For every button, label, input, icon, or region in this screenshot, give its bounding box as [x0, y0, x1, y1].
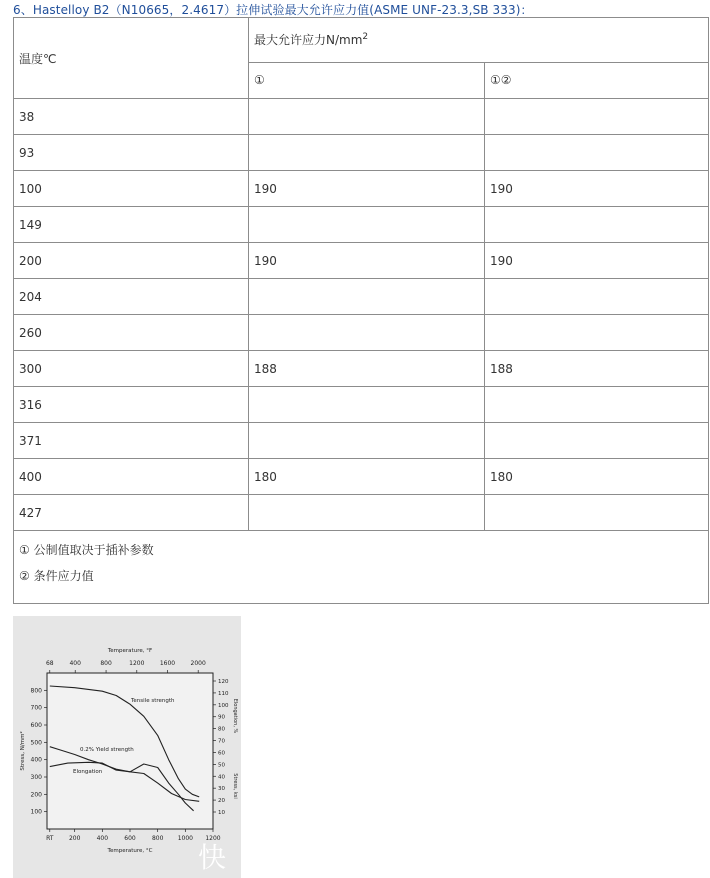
table-header-row: [14, 18, 709, 63]
stress-cell-note12: [485, 387, 709, 423]
stress-cell-note1: 180: [249, 459, 485, 495]
table-row: [14, 495, 709, 531]
stress-cell-note12: [485, 315, 709, 351]
right-tick-label: 30: [218, 786, 225, 793]
max-stress-header: 最大允许应力$N/mm^2$: [249, 18, 709, 63]
table-row: [14, 459, 709, 495]
temperature-cell: 149: [14, 207, 249, 243]
stress-cell-note1: 188: [249, 351, 485, 387]
stress-cell-note12: [485, 279, 709, 315]
y-tick-label: 100: [30, 808, 42, 816]
x-tick-label: RT: [46, 835, 54, 842]
right-axis-label-top: Elongation, %: [232, 698, 238, 734]
table-row: [14, 171, 709, 207]
footnote-1: ① 公制值取决于插补参数: [19, 543, 154, 557]
temperature-cell: 200: [14, 243, 249, 279]
section-heading: 6、Hastelloy B2（N10665，2.4617）拉伸试验最大允许应力值(ASME UNF-23.3,SB 333)：: [13, 3, 533, 17]
stress-cell-note1: [249, 423, 485, 459]
allowable-stress-table: [13, 17, 709, 604]
series-label-2: Elongation: [73, 769, 103, 775]
table-row: [14, 351, 709, 387]
stress-cell-note1: [249, 279, 485, 315]
right-tick-label: 40: [218, 774, 225, 781]
x-tick-label: 600: [124, 835, 136, 842]
stress-cell-note12: [485, 99, 709, 135]
table-row: [14, 423, 709, 459]
footnote-2: ② 条件应力值: [19, 569, 94, 583]
right-tick-label: 90: [218, 714, 225, 721]
top-tick-label: 400: [69, 660, 81, 667]
series-label-1: 0.2% Yield strength: [80, 747, 134, 753]
temperature-cell: 316: [14, 387, 249, 423]
stress-cell-note1: [249, 207, 485, 243]
stress-cell-note1: [249, 135, 485, 171]
x-tick-label: 800: [151, 835, 164, 842]
subheader-note1: ①: [249, 62, 485, 98]
stress-cell-note1: 190: [249, 171, 485, 207]
temperature-cell: 260: [14, 315, 249, 351]
y-axis-label: Stress, N/mm²: [20, 731, 26, 771]
table-row: [14, 243, 709, 279]
temperature-cell: 400: [14, 459, 249, 495]
table-row: [14, 207, 709, 243]
right-tick-label: 110: [218, 690, 229, 697]
stress-cell-note12: 190: [485, 171, 709, 207]
stress-cell-note12: [485, 135, 709, 171]
right-tick-label: 20: [218, 798, 225, 805]
table-row: [14, 135, 709, 171]
right-tick-label: 80: [218, 726, 225, 733]
stress-cell-note1: [249, 387, 485, 423]
table-row: [14, 279, 709, 315]
y-tick-label: 800: [30, 687, 42, 695]
stress-cell-note12: [485, 495, 709, 531]
temperature-cell: 300: [14, 351, 249, 387]
temperature-cell: 38: [14, 99, 249, 135]
table-row: [14, 387, 709, 423]
temperature-cell: 204: [14, 279, 249, 315]
table-row: [14, 315, 709, 351]
y-tick-label: 600: [30, 722, 42, 729]
right-tick-label: 120: [218, 679, 229, 685]
top-axis-label: Temperature, °F: [107, 648, 153, 654]
right-tick-label: 50: [218, 762, 225, 769]
series-label-0: Tensile strength: [131, 698, 175, 704]
notes-row: [14, 531, 709, 604]
right-tick-label: 100: [218, 702, 229, 709]
right-tick-label: 60: [218, 750, 225, 757]
right-tick-label: 10: [218, 810, 225, 816]
y-tick-label: 200: [30, 791, 42, 799]
stress-cell-note1: 190: [249, 243, 485, 279]
top-tick-label: 68: [45, 660, 54, 667]
temperature-cell: 371: [14, 423, 249, 459]
y-tick-label: 700: [30, 704, 42, 712]
temperature-cell: 100: [14, 171, 249, 207]
y-tick-label: 500: [30, 739, 42, 747]
y-tick-label: 300: [30, 774, 42, 781]
stress-cell-note12: 180: [485, 459, 709, 495]
y-tick-label: 400: [30, 756, 42, 764]
watermark: 快: [198, 841, 227, 874]
stress-cell-note12: [485, 423, 709, 459]
x-tick-label: 400: [96, 835, 109, 842]
subheader-note12: ①②: [485, 62, 709, 98]
stress-cell-note12: 188: [485, 351, 709, 387]
temperature-cell: 93: [14, 135, 249, 171]
top-tick-label: 1200: [129, 660, 145, 667]
stress-cell-note1: [249, 495, 485, 531]
top-tick-label: 800: [100, 660, 112, 667]
stress-cell-note12: [485, 207, 709, 243]
top-tick-label: 1600: [159, 660, 176, 667]
stress-cell-note1: [249, 99, 485, 135]
table-row: [14, 99, 709, 135]
x-axis-label: Temperature, °C: [107, 848, 153, 854]
stress-cell-note1: [249, 315, 485, 351]
x-tick-label: 200: [68, 835, 81, 842]
temperature-header: 温度℃: [14, 18, 249, 99]
stress-cell-note12: 190: [485, 243, 709, 279]
right-tick-label: 70: [218, 738, 225, 745]
temperature-cell: 427: [14, 495, 249, 531]
top-tick-label: 2000: [190, 660, 206, 667]
x-tick-label: 1000: [177, 835, 193, 842]
right-axis-label-bottom: Stress, ksi: [232, 773, 238, 799]
footnotes: [14, 531, 709, 604]
x-tick-label: 1200: [205, 835, 221, 842]
